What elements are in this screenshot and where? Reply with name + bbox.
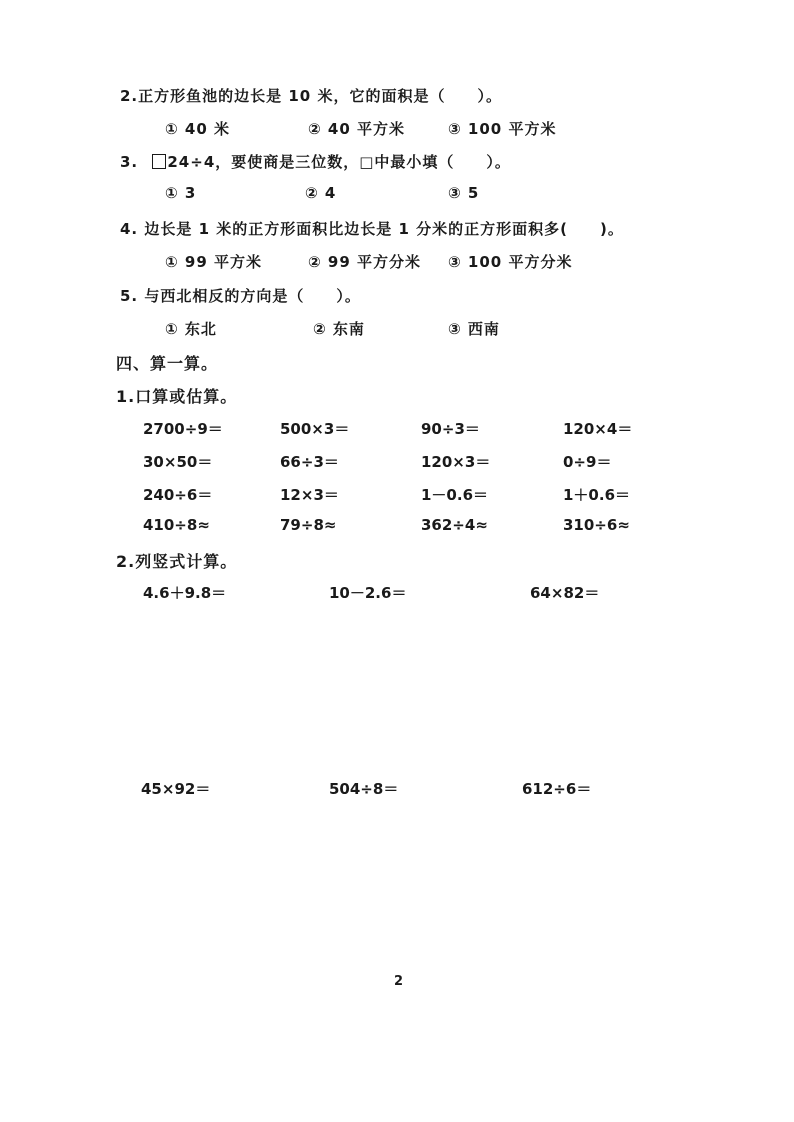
- oral-calc-item: 30×50＝: [143, 453, 213, 471]
- question-5-option-1: ① 东北: [165, 320, 217, 338]
- oral-calc-item: 79÷8≈: [280, 516, 337, 534]
- question-2-option-3: ③ 100 平方米: [448, 120, 557, 138]
- question-2-option-1: ① 40 米: [165, 120, 231, 138]
- oral-calc-item: 240÷6＝: [143, 486, 213, 504]
- question-3-option-1: ① 3: [165, 184, 197, 202]
- page-number: 2: [394, 974, 404, 989]
- vertical-calc-item: 10－2.6＝: [329, 584, 407, 602]
- oral-calc-item: 1－0.6＝: [421, 486, 489, 504]
- blank-box-icon: [152, 154, 166, 169]
- question-4-text: 4. 边长是 1 米的正方形面积比边长是 1 分米的正方形面积多( )。: [120, 220, 624, 238]
- section-4-part-1-title: 1.口算或估算。: [116, 387, 238, 406]
- oral-calc-item: 410÷8≈: [143, 516, 210, 534]
- oral-calc-item: 90÷3＝: [421, 420, 480, 438]
- oral-calc-item: 120×4＝: [563, 420, 633, 438]
- question-3-text: [120, 151, 511, 172]
- oral-calc-item: 500×3＝: [280, 420, 350, 438]
- question-2-option-2: ② 40 平方米: [308, 120, 406, 138]
- vertical-calc-item: 504÷8＝: [329, 780, 399, 798]
- question-4-option-2: ② 99 平方分米: [308, 253, 422, 271]
- question-3-option-3: ③ 5: [448, 184, 480, 202]
- question-3-option-2: ② 4: [305, 184, 337, 202]
- question-3-number: 3.: [120, 153, 139, 171]
- question-5-option-2: ② 东南: [313, 320, 365, 338]
- oral-calc-item: 0÷9＝: [563, 453, 612, 471]
- oral-calc-item: 12×3＝: [280, 486, 339, 504]
- question-4-option-3: ③ 100 平方分米: [448, 253, 573, 271]
- section-4-part-2-title: 2.列竖式计算。: [116, 552, 238, 571]
- vertical-calc-item: 612÷6＝: [522, 780, 592, 798]
- oral-calc-item: 362÷4≈: [421, 516, 488, 534]
- oral-calc-item: 310÷6≈: [563, 516, 630, 534]
- question-4-option-1: ① 99 平方米: [165, 253, 263, 271]
- oral-calc-item: 120×3＝: [421, 453, 491, 471]
- vertical-calc-item: 4.6＋9.8＝: [143, 584, 227, 602]
- question-3-body: 24÷4，要使商是三位数，□中最小填（ ）。: [167, 153, 511, 171]
- oral-calc-item: 2700÷9＝: [143, 420, 223, 438]
- question-5-option-3: ③ 西南: [448, 320, 500, 338]
- oral-calc-item: 66÷3＝: [280, 453, 339, 471]
- question-2-text: 2.正方形鱼池的边长是 10 米，它的面积是（ ）。: [120, 87, 502, 105]
- oral-calc-item: 1＋0.6＝: [563, 486, 631, 504]
- vertical-calc-item: 45×92＝: [141, 780, 211, 798]
- question-5-text: 5. 与西北相反的方向是（ ）。: [120, 287, 361, 305]
- vertical-calc-item: 64×82＝: [530, 584, 600, 602]
- section-4-title: 四、算一算。: [116, 354, 219, 373]
